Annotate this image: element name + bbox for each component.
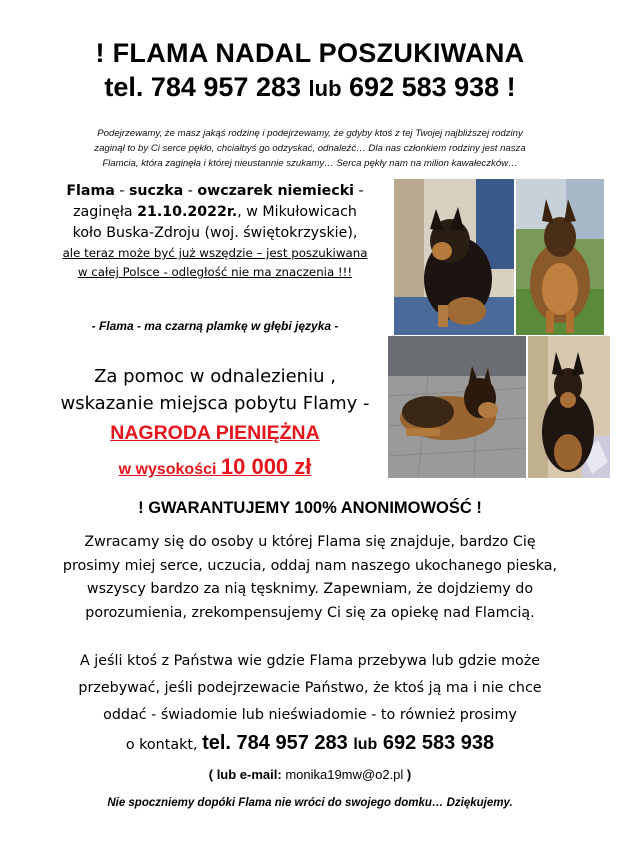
contact-phone-1: tel. 784 957 283 [202,732,348,754]
poster-title: ! FLAMA NADAL POSZUKIWANA [95,38,525,68]
dog-photo-1 [394,179,514,335]
dog-photo-2 [516,179,604,335]
phone-number-2: 692 583 938 ! [349,72,516,102]
dog-description [42,181,388,202]
search-area-note-2: w całej Polsce - odległość nie ma znaczenia !!! [77,265,353,279]
request-line: A jeśli ktoś z Państwa wie gdzie Flama przebywa lub gdzie może [79,653,541,669]
contact-phones [202,732,494,754]
poster-phone-line [0,72,620,103]
intro-line: zaginął to by Ci serce pękło, chciałbyś go odzyskać, odnaleźć… Dla nas członkiem rodziny jest nasza [94,143,526,154]
appeal-line: wszyscy bardzo za nią tęsknimy. Zapewniam, że dojdziemy do [86,581,534,597]
closing-message: Nie spoczniemy dopóki Flama nie wróci do swojego domku… Dziękujemy. [107,797,513,809]
request-line: przebywać, jeśli podejrzewacie Państwo, że ktoś ją ma i nie chce [78,680,542,696]
request-line: oddać - świadomie lub nieświadomie - to również prosimy [103,707,517,723]
distinguishing-mark: - Flama - ma czarną plamkę w głębi języka - [91,319,339,333]
lost-place: , w Mikułowicach [237,204,357,220]
appeal-line: prosimy miej serce, uczucia, oddaj nam naszego ukochanego pieska, [62,557,558,574]
intro-line: Podejrzewamy, że masz jakąś rodzinę i podejrzewamy, że gdyby ktoś z tej Twojej najbliższej rodziny [97,128,523,139]
contact-prefix: o kontakt, [125,737,203,753]
email-prefix: ( lub e-mail: [208,767,286,782]
email-address: monika19mw@o2.pl [285,767,404,782]
request-paragraph [48,648,572,729]
intro-text [50,126,570,171]
lost-place-region: koło Buska-Zdroju (woj. świętokrzyskie), [72,225,358,241]
separator: - [114,183,129,199]
intro-line: Flamcia, która zaginęła i której nieustannie szukamy… Serca pękły nam na milion kawałeczków… [102,158,518,169]
lost-date: 21.10.2022r. [137,204,238,220]
contact-line [0,732,620,755]
anonymity-guarantee: ! GWARANTUJEMY 100% ANONIMOWOŚĆ ! [138,499,482,517]
appeal-line: porozumienia, zrekompensujemy Ci się za opiekę nad Flamcią. [85,604,535,621]
separator: - [354,183,364,199]
dog-info [42,181,388,282]
lost-prefix: zaginęła [73,204,138,220]
dog-name: Flama [66,183,115,199]
reward-amount-prefix: w wysokości [118,461,221,478]
lost-info [42,202,388,223]
reward-line: Za pomoc w odnalezieniu , [94,366,336,387]
dog-photo-3 [388,336,526,478]
reward-section [42,363,388,483]
contact-phone-separator: lub [353,736,378,753]
reward-line: wskazanie miejsca pobytu Flamy - [60,393,370,414]
dog-photo-4 [528,336,610,478]
phone-number-1: tel. 784 957 283 [104,72,301,102]
reward-title: NAGRODA PIENIĘŻNA [110,422,320,444]
separator: - [183,183,198,199]
reward-amount: 10 000 zł [220,454,312,479]
dog-kind: suczka [128,183,184,199]
email-suffix: ) [403,767,412,782]
phone-separator: lub [308,76,342,101]
email-line [0,767,620,782]
search-area-note: ale teraz może być już wszędzie – jest poszukiwana [62,246,368,260]
dog-breed: owczarek niemiecki [197,183,355,199]
appeal-paragraph [48,531,572,625]
reward-amount-line [42,453,388,483]
appeal-line: Zwracamy się do osoby u której Flama się znajduje, bardzo Cię [84,534,536,550]
contact-phone-2: 692 583 938 [382,732,495,754]
